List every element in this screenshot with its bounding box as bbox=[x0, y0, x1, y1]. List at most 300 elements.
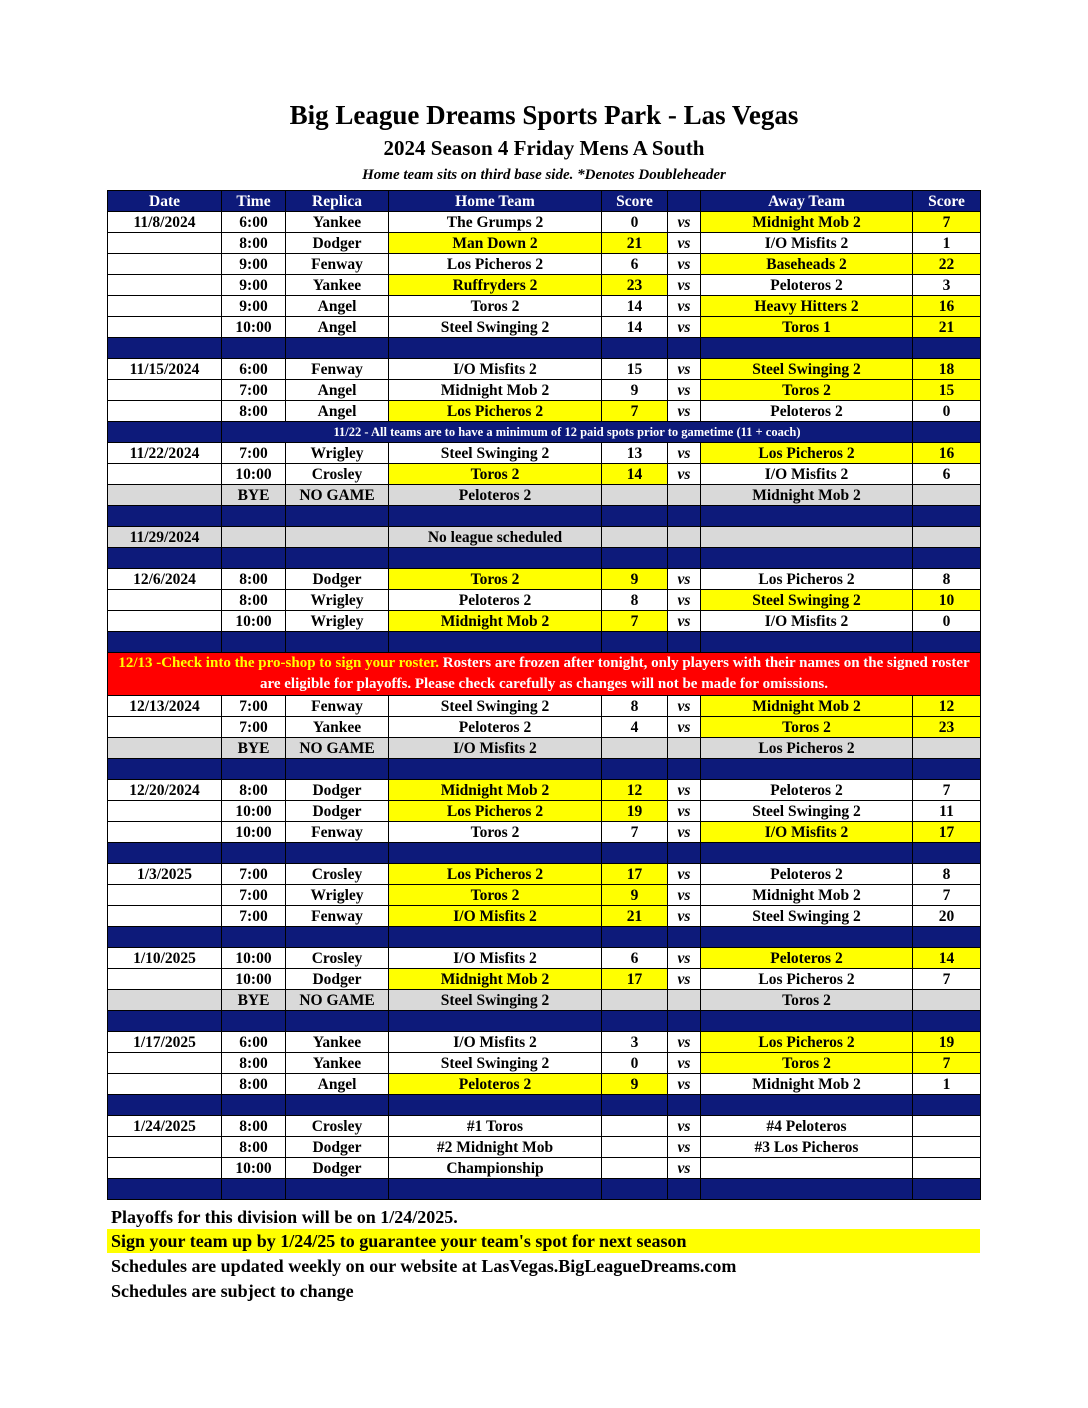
separator-cell bbox=[222, 1179, 286, 1200]
away-team-cell: Los Picheros 2 bbox=[701, 969, 913, 990]
home-score-cell: 14 bbox=[602, 296, 668, 317]
home-team-cell: Man Down 2 bbox=[389, 233, 602, 254]
time-cell: 10:00 bbox=[222, 822, 286, 843]
game-row bbox=[108, 401, 981, 422]
date-cell bbox=[108, 464, 222, 485]
separator-cell bbox=[108, 632, 222, 653]
separator-cell bbox=[222, 843, 286, 864]
home-team-cell: Championship bbox=[389, 1158, 602, 1179]
game-row bbox=[108, 948, 981, 969]
away-team-cell: Los Picheros 2 bbox=[701, 738, 913, 759]
away-score-cell: 1 bbox=[913, 233, 981, 254]
away-score-cell: 14 bbox=[913, 948, 981, 969]
away-team-cell: Heavy Hitters 2 bbox=[701, 296, 913, 317]
date-cell: 1/10/2025 bbox=[108, 948, 222, 969]
separator-cell bbox=[701, 1011, 913, 1032]
home-team-cell: Ruffryders 2 bbox=[389, 275, 602, 296]
home-score-cell: 19 bbox=[602, 801, 668, 822]
home-score-cell bbox=[602, 1116, 668, 1137]
separator-cell bbox=[913, 422, 981, 443]
date-cell bbox=[108, 822, 222, 843]
time-cell: 9:00 bbox=[222, 275, 286, 296]
notice-text: 11/22 - All teams are to have a minimum of 12 paid spots prior to gametime (11 + coach) bbox=[222, 422, 913, 443]
vs-cell: vs bbox=[668, 1158, 701, 1179]
date-cell bbox=[108, 401, 222, 422]
separator-cell bbox=[108, 927, 222, 948]
replica-cell: Dodger bbox=[286, 233, 389, 254]
away-score-cell: 23 bbox=[913, 717, 981, 738]
home-score-cell: 15 bbox=[602, 359, 668, 380]
replica-cell: Angel bbox=[286, 296, 389, 317]
vs-cell: vs bbox=[668, 380, 701, 401]
footer-signup: Sign your team up by 1/24/25 to guarantee your team's spot for next season bbox=[107, 1229, 980, 1253]
away-score-cell bbox=[913, 1116, 981, 1137]
game-row bbox=[108, 1137, 981, 1158]
time-cell: 8:00 bbox=[222, 569, 286, 590]
away-score-cell: 17 bbox=[913, 822, 981, 843]
game-row bbox=[108, 906, 981, 927]
separator-cell bbox=[668, 1095, 701, 1116]
replica-cell: Crosley bbox=[286, 948, 389, 969]
date-cell: 11/8/2024 bbox=[108, 212, 222, 233]
separator-cell bbox=[286, 1011, 389, 1032]
away-score-cell bbox=[913, 1158, 981, 1179]
bye-row bbox=[108, 485, 981, 506]
game-row bbox=[108, 864, 981, 885]
home-team-cell: Peloteros 2 bbox=[389, 717, 602, 738]
separator-cell bbox=[286, 632, 389, 653]
away-score-cell: 7 bbox=[913, 212, 981, 233]
date-cell: 1/17/2025 bbox=[108, 1032, 222, 1053]
away-score-cell: 22 bbox=[913, 254, 981, 275]
separator-cell bbox=[913, 1095, 981, 1116]
separator-cell bbox=[389, 506, 602, 527]
table-header-row bbox=[108, 191, 981, 212]
away-score-cell: 11 bbox=[913, 801, 981, 822]
away-team-cell: Peloteros 2 bbox=[701, 948, 913, 969]
replica-cell: Dodger bbox=[286, 1158, 389, 1179]
home-team-cell: Los Picheros 2 bbox=[389, 864, 602, 885]
notice-row bbox=[108, 422, 981, 443]
away-team-cell: Los Picheros 2 bbox=[701, 569, 913, 590]
home-score-cell: 17 bbox=[602, 864, 668, 885]
game-row bbox=[108, 317, 981, 338]
game-row bbox=[108, 275, 981, 296]
roster-alert-body: Rosters are frozen after tonight, only players with their names on the signed roster are eligible for playoffs. Please check carefully as changes will not be made for omissions. bbox=[259, 655, 970, 692]
time-cell bbox=[222, 527, 286, 548]
date-cell bbox=[108, 1074, 222, 1095]
home-team-cell: Toros 2 bbox=[389, 822, 602, 843]
separator-cell bbox=[602, 1011, 668, 1032]
separator-cell bbox=[701, 1179, 913, 1200]
vs-cell: vs bbox=[668, 864, 701, 885]
vs-cell: vs bbox=[668, 1116, 701, 1137]
home-team-cell: The Grumps 2 bbox=[389, 212, 602, 233]
home-team-cell: #2 Midnight Mob bbox=[389, 1137, 602, 1158]
away-score-cell bbox=[913, 738, 981, 759]
away-team-cell: I/O Misfits 2 bbox=[701, 611, 913, 632]
schedule-body bbox=[108, 212, 981, 1200]
vs-cell: vs bbox=[668, 717, 701, 738]
away-team-cell: Midnight Mob 2 bbox=[701, 1074, 913, 1095]
separator-cell bbox=[108, 843, 222, 864]
separator-cell bbox=[701, 1095, 913, 1116]
time-cell: 6:00 bbox=[222, 212, 286, 233]
separator-cell bbox=[286, 548, 389, 569]
game-row bbox=[108, 822, 981, 843]
home-score-cell: 12 bbox=[602, 780, 668, 801]
home-team-cell: I/O Misfits 2 bbox=[389, 738, 602, 759]
game-row bbox=[108, 696, 981, 717]
away-score-cell: 16 bbox=[913, 296, 981, 317]
away-team-cell: Toros 2 bbox=[701, 1053, 913, 1074]
time-cell: 10:00 bbox=[222, 1158, 286, 1179]
away-team-cell: Toros 2 bbox=[701, 990, 913, 1011]
game-row bbox=[108, 569, 981, 590]
game-row bbox=[108, 969, 981, 990]
header-note: Home team sits on third base side. *Denotes Doubleheader bbox=[362, 167, 726, 183]
separator-cell bbox=[913, 843, 981, 864]
separator-cell bbox=[108, 338, 222, 359]
away-score-cell: 12 bbox=[913, 696, 981, 717]
date-cell bbox=[108, 1158, 222, 1179]
game-row bbox=[108, 296, 981, 317]
roster-alert-row bbox=[108, 653, 981, 696]
game-row bbox=[108, 233, 981, 254]
time-cell: 8:00 bbox=[222, 590, 286, 611]
home-score-cell: 3 bbox=[602, 1032, 668, 1053]
time-cell: 10:00 bbox=[222, 948, 286, 969]
date-cell bbox=[108, 801, 222, 822]
away-team-cell: Toros 2 bbox=[701, 717, 913, 738]
home-score-cell: 9 bbox=[602, 569, 668, 590]
home-score-cell: 17 bbox=[602, 969, 668, 990]
away-team-cell bbox=[701, 527, 913, 548]
vs-cell: vs bbox=[668, 780, 701, 801]
separator-cell bbox=[389, 338, 602, 359]
home-score-cell: 21 bbox=[602, 233, 668, 254]
date-cell bbox=[108, 275, 222, 296]
away-team-cell: Steel Swinging 2 bbox=[701, 906, 913, 927]
date-cell: 12/20/2024 bbox=[108, 780, 222, 801]
away-team-cell: Peloteros 2 bbox=[701, 401, 913, 422]
home-team-cell: I/O Misfits 2 bbox=[389, 359, 602, 380]
replica-cell: NO GAME bbox=[286, 990, 389, 1011]
time-cell: 8:00 bbox=[222, 780, 286, 801]
home-team-cell: Steel Swinging 2 bbox=[389, 317, 602, 338]
time-cell: 7:00 bbox=[222, 696, 286, 717]
date-cell bbox=[108, 990, 222, 1011]
separator-cell bbox=[602, 338, 668, 359]
away-score-cell: 20 bbox=[913, 906, 981, 927]
column-header: Score bbox=[913, 191, 981, 212]
vs-cell: vs bbox=[668, 1032, 701, 1053]
away-score-cell: 7 bbox=[913, 780, 981, 801]
vs-cell: vs bbox=[668, 296, 701, 317]
home-score-cell bbox=[602, 527, 668, 548]
separator-cell bbox=[389, 1179, 602, 1200]
away-team-cell bbox=[701, 1158, 913, 1179]
replica-cell: Crosley bbox=[286, 464, 389, 485]
roster-alert bbox=[108, 653, 981, 696]
separator-cell bbox=[668, 1179, 701, 1200]
vs-cell bbox=[668, 990, 701, 1011]
home-score-cell: 6 bbox=[602, 948, 668, 969]
separator-cell bbox=[701, 338, 913, 359]
roster-alert-lead: 12/13 -Check into the pro-shop to sign your roster. bbox=[118, 655, 440, 671]
date-cell bbox=[108, 233, 222, 254]
vs-cell: vs bbox=[668, 443, 701, 464]
away-score-cell: 10 bbox=[913, 590, 981, 611]
away-team-cell: Steel Swinging 2 bbox=[701, 801, 913, 822]
separator-cell bbox=[701, 843, 913, 864]
away-score-cell: 7 bbox=[913, 885, 981, 906]
home-team-cell: Peloteros 2 bbox=[389, 590, 602, 611]
vs-cell: vs bbox=[668, 611, 701, 632]
column-header: Away Team bbox=[701, 191, 913, 212]
away-score-cell: 6 bbox=[913, 464, 981, 485]
away-team-cell: Midnight Mob 2 bbox=[701, 485, 913, 506]
separator-cell bbox=[108, 422, 222, 443]
replica-cell: Wrigley bbox=[286, 885, 389, 906]
replica-cell: Angel bbox=[286, 401, 389, 422]
home-score-cell: 7 bbox=[602, 822, 668, 843]
separator-cell bbox=[701, 927, 913, 948]
time-cell: 9:00 bbox=[222, 296, 286, 317]
replica-cell: NO GAME bbox=[286, 485, 389, 506]
time-cell: 7:00 bbox=[222, 443, 286, 464]
home-team-cell: #1 Toros bbox=[389, 1116, 602, 1137]
home-team-cell: I/O Misfits 2 bbox=[389, 906, 602, 927]
date-cell bbox=[108, 1053, 222, 1074]
separator-cell bbox=[222, 506, 286, 527]
separator-cell bbox=[389, 759, 602, 780]
date-cell bbox=[108, 611, 222, 632]
date-cell: 12/6/2024 bbox=[108, 569, 222, 590]
separator-row bbox=[108, 927, 981, 948]
home-score-cell: 7 bbox=[602, 611, 668, 632]
away-team-cell: Peloteros 2 bbox=[701, 275, 913, 296]
vs-cell: vs bbox=[668, 254, 701, 275]
game-row bbox=[108, 254, 981, 275]
replica-cell: Yankee bbox=[286, 275, 389, 296]
home-score-cell: 0 bbox=[602, 1053, 668, 1074]
vs-cell: vs bbox=[668, 801, 701, 822]
away-team-cell: #4 Peloteros bbox=[701, 1116, 913, 1137]
separator-row bbox=[108, 1179, 981, 1200]
separator-cell bbox=[108, 1011, 222, 1032]
vs-cell: vs bbox=[668, 401, 701, 422]
separator-cell bbox=[602, 548, 668, 569]
separator-cell bbox=[286, 843, 389, 864]
separator-cell bbox=[222, 1095, 286, 1116]
game-row bbox=[108, 1032, 981, 1053]
away-score-cell: 3 bbox=[913, 275, 981, 296]
away-team-cell: I/O Misfits 2 bbox=[701, 233, 913, 254]
time-cell: BYE bbox=[222, 485, 286, 506]
replica-cell: Angel bbox=[286, 380, 389, 401]
away-score-cell: 8 bbox=[913, 864, 981, 885]
replica-cell: Fenway bbox=[286, 696, 389, 717]
separator-cell bbox=[913, 338, 981, 359]
separator-cell bbox=[286, 1095, 389, 1116]
replica-cell: NO GAME bbox=[286, 738, 389, 759]
home-score-cell bbox=[602, 738, 668, 759]
column-header: Time bbox=[222, 191, 286, 212]
separator-cell bbox=[602, 843, 668, 864]
replica-cell: Fenway bbox=[286, 359, 389, 380]
time-cell: 10:00 bbox=[222, 611, 286, 632]
time-cell: 7:00 bbox=[222, 906, 286, 927]
vs-cell: vs bbox=[668, 969, 701, 990]
away-score-cell: 7 bbox=[913, 1053, 981, 1074]
column-header: Score bbox=[602, 191, 668, 212]
away-team-cell: Toros 2 bbox=[701, 380, 913, 401]
home-team-cell: Toros 2 bbox=[389, 296, 602, 317]
vs-cell: vs bbox=[668, 317, 701, 338]
separator-cell bbox=[108, 1095, 222, 1116]
date-cell: 11/22/2024 bbox=[108, 443, 222, 464]
separator-row bbox=[108, 632, 981, 653]
replica-cell: Angel bbox=[286, 317, 389, 338]
footer-website: Schedules are updated weekly on our website at LasVegas.BigLeagueDreams.com bbox=[111, 1256, 737, 1276]
away-team-cell: Midnight Mob 2 bbox=[701, 885, 913, 906]
separator-row bbox=[108, 506, 981, 527]
date-cell bbox=[108, 590, 222, 611]
time-cell: BYE bbox=[222, 738, 286, 759]
home-score-cell: 9 bbox=[602, 380, 668, 401]
separator-cell bbox=[602, 632, 668, 653]
replica-cell bbox=[286, 527, 389, 548]
game-row bbox=[108, 464, 981, 485]
vs-cell: vs bbox=[668, 906, 701, 927]
date-cell bbox=[108, 969, 222, 990]
away-team-cell: Midnight Mob 2 bbox=[701, 212, 913, 233]
separator-cell bbox=[913, 1179, 981, 1200]
replica-cell: Yankee bbox=[286, 1032, 389, 1053]
separator-cell bbox=[389, 1095, 602, 1116]
vs-cell: vs bbox=[668, 1137, 701, 1158]
time-cell: 6:00 bbox=[222, 1032, 286, 1053]
game-row bbox=[108, 717, 981, 738]
home-score-cell bbox=[602, 990, 668, 1011]
away-score-cell: 16 bbox=[913, 443, 981, 464]
separator-row bbox=[108, 1095, 981, 1116]
home-team-cell: Peloteros 2 bbox=[389, 1074, 602, 1095]
home-team-cell: Toros 2 bbox=[389, 464, 602, 485]
separator-cell bbox=[286, 1179, 389, 1200]
home-team-cell: Midnight Mob 2 bbox=[389, 780, 602, 801]
time-cell: 10:00 bbox=[222, 969, 286, 990]
separator-cell bbox=[389, 632, 602, 653]
away-team-cell: Los Picheros 2 bbox=[701, 443, 913, 464]
separator-cell bbox=[108, 1179, 222, 1200]
no-league-row bbox=[108, 527, 981, 548]
game-row bbox=[108, 801, 981, 822]
away-score-cell: 0 bbox=[913, 611, 981, 632]
footer-disclaimer: Schedules are subject to change bbox=[111, 1281, 354, 1301]
game-row bbox=[108, 1158, 981, 1179]
away-team-cell: Peloteros 2 bbox=[701, 864, 913, 885]
replica-cell: Yankee bbox=[286, 1053, 389, 1074]
separator-cell bbox=[668, 338, 701, 359]
replica-cell: Yankee bbox=[286, 717, 389, 738]
bye-row bbox=[108, 738, 981, 759]
separator-cell bbox=[602, 1179, 668, 1200]
away-score-cell bbox=[913, 1137, 981, 1158]
time-cell: 9:00 bbox=[222, 254, 286, 275]
separator-cell bbox=[286, 759, 389, 780]
away-team-cell: Steel Swinging 2 bbox=[701, 590, 913, 611]
home-score-cell: 21 bbox=[602, 906, 668, 927]
home-team-cell: Midnight Mob 2 bbox=[389, 969, 602, 990]
away-score-cell: 1 bbox=[913, 1074, 981, 1095]
separator-cell bbox=[701, 548, 913, 569]
home-score-cell: 4 bbox=[602, 717, 668, 738]
vs-cell bbox=[668, 527, 701, 548]
vs-cell: vs bbox=[668, 275, 701, 296]
separator-cell bbox=[222, 548, 286, 569]
separator-cell bbox=[389, 927, 602, 948]
away-score-cell bbox=[913, 485, 981, 506]
home-team-cell: I/O Misfits 2 bbox=[389, 948, 602, 969]
game-row bbox=[108, 611, 981, 632]
game-row bbox=[108, 590, 981, 611]
column-header: Replica bbox=[286, 191, 389, 212]
replica-cell: Dodger bbox=[286, 1137, 389, 1158]
separator-cell bbox=[389, 843, 602, 864]
vs-cell: vs bbox=[668, 1053, 701, 1074]
home-team-cell: Midnight Mob 2 bbox=[389, 380, 602, 401]
separator-cell bbox=[668, 632, 701, 653]
separator-cell bbox=[701, 632, 913, 653]
date-cell: 1/3/2025 bbox=[108, 864, 222, 885]
replica-cell: Dodger bbox=[286, 569, 389, 590]
vs-cell: vs bbox=[668, 464, 701, 485]
home-score-cell: 6 bbox=[602, 254, 668, 275]
away-score-cell bbox=[913, 990, 981, 1011]
vs-cell: vs bbox=[668, 696, 701, 717]
replica-cell: Fenway bbox=[286, 254, 389, 275]
away-score-cell bbox=[913, 527, 981, 548]
away-score-cell: 18 bbox=[913, 359, 981, 380]
home-score-cell: 9 bbox=[602, 1074, 668, 1095]
separator-cell bbox=[602, 1095, 668, 1116]
separator-cell bbox=[108, 548, 222, 569]
separator-cell bbox=[389, 1011, 602, 1032]
separator-cell bbox=[668, 759, 701, 780]
home-score-cell: 0 bbox=[602, 212, 668, 233]
separator-row bbox=[108, 759, 981, 780]
time-cell: 7:00 bbox=[222, 380, 286, 401]
home-team-cell: Toros 2 bbox=[389, 885, 602, 906]
separator-cell bbox=[286, 338, 389, 359]
home-team-cell: Midnight Mob 2 bbox=[389, 611, 602, 632]
separator-cell bbox=[701, 759, 913, 780]
away-team-cell: Steel Swinging 2 bbox=[701, 359, 913, 380]
date-cell bbox=[108, 380, 222, 401]
vs-cell: vs bbox=[668, 212, 701, 233]
date-cell bbox=[108, 1137, 222, 1158]
game-row bbox=[108, 212, 981, 233]
home-team-cell: Steel Swinging 2 bbox=[389, 990, 602, 1011]
separator-cell bbox=[286, 927, 389, 948]
date-cell bbox=[108, 254, 222, 275]
home-team-cell: Los Picheros 2 bbox=[389, 401, 602, 422]
home-score-cell: 8 bbox=[602, 590, 668, 611]
time-cell: 7:00 bbox=[222, 717, 286, 738]
away-team-cell: Los Picheros 2 bbox=[701, 1032, 913, 1053]
